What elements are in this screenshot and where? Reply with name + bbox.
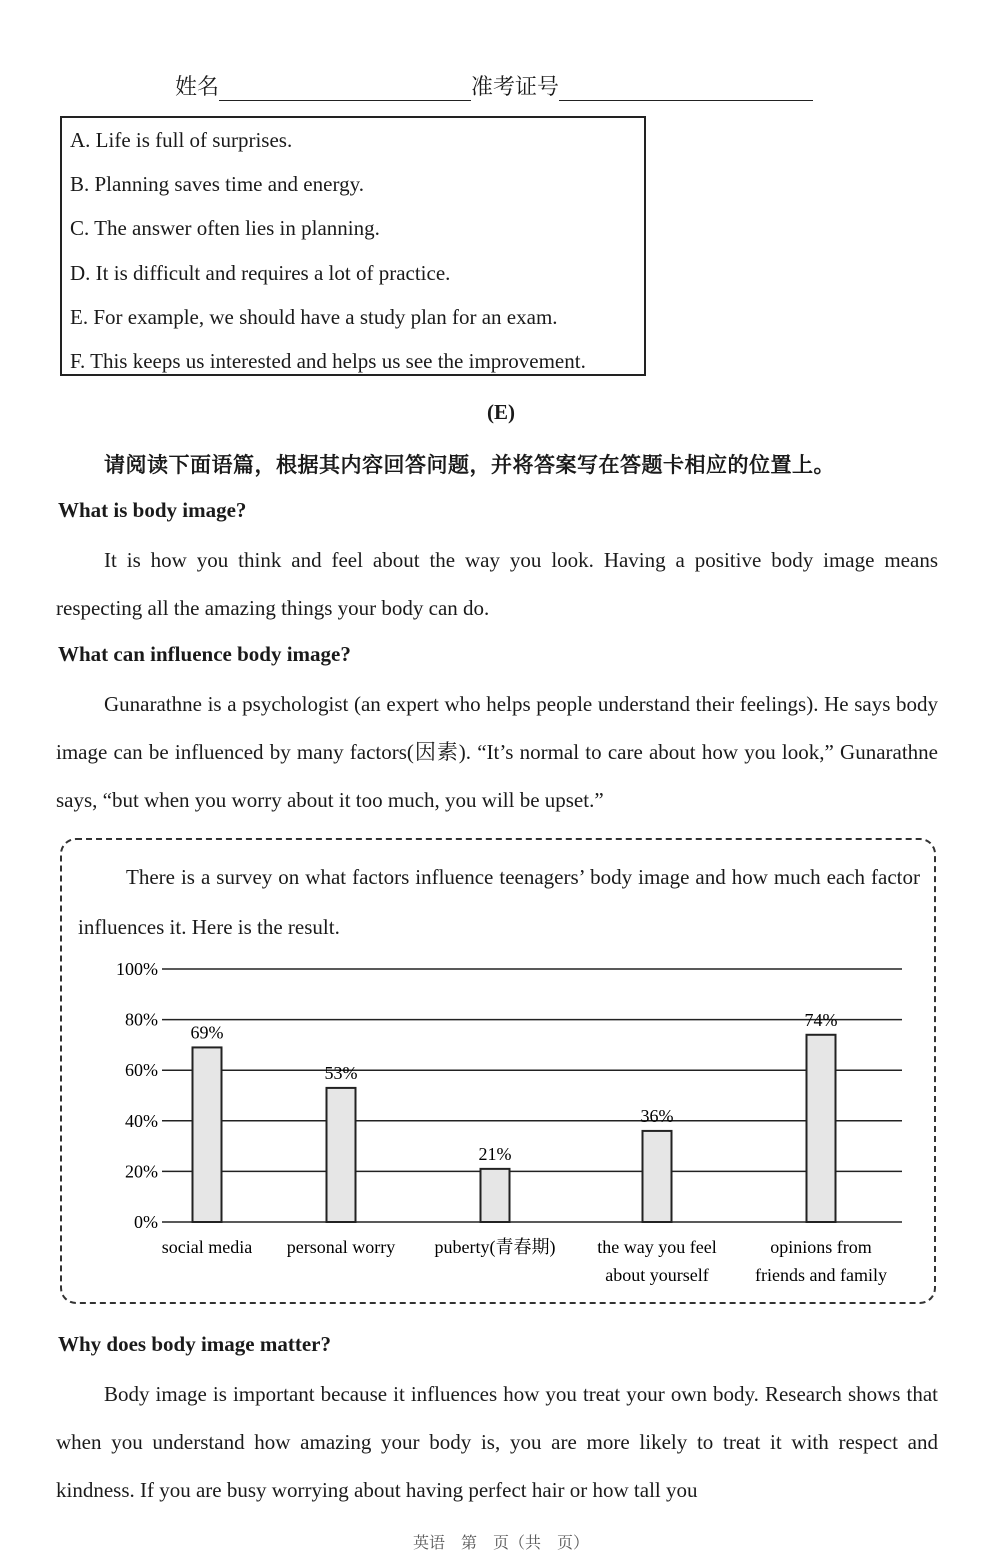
bar-value-label: 69%: [190, 1022, 224, 1043]
survey-intro-text: There is a survey on what factors influence teenagers’ body image and how much each factor influences it. Here is the result.: [78, 865, 920, 939]
option-d: D. It is difficult and requires a lot of practice.: [70, 260, 451, 285]
chart-gridlines: [162, 969, 902, 1222]
x-category-label: about yourself: [605, 1265, 709, 1285]
bar-value-label: 21%: [478, 1143, 512, 1164]
paragraph-2-text: Gunarathne is a psychologist (an expert who helps people understand their feelings). He says body image can be influenced by many factors(因素). “It’s normal to care about how you look,” Gunarathne says, “but when you worry about it too much, you will be upset.”: [56, 692, 938, 812]
option-b: B. Planning saves time and energy.: [70, 172, 364, 197]
heading-what-can-influence: What can influence body image?: [58, 642, 351, 666]
x-category-label: the way you feel: [597, 1237, 717, 1257]
name-field[interactable]: [219, 74, 471, 101]
option-a: A. Life is full of surprises.: [70, 128, 293, 152]
y-tick-label: 20%: [125, 1161, 158, 1182]
y-tick-label: 0%: [134, 1212, 158, 1232]
bar: [807, 1035, 836, 1222]
chart-y-axis: [116, 959, 158, 1232]
bar: [643, 1131, 672, 1222]
y-tick-label: 60%: [125, 1060, 158, 1081]
bar: [327, 1088, 356, 1222]
bar-value-label: 53%: [324, 1062, 358, 1083]
survey-bar-chart: [80, 950, 930, 1290]
y-tick-label: 100%: [116, 959, 158, 979]
student-info-header: [175, 70, 813, 101]
paragraph-2: [56, 680, 938, 824]
exam-id-field[interactable]: [559, 74, 813, 101]
option-e: E. For example, we should have a study plan for an exam.: [70, 304, 558, 329]
x-category-label: opinions from: [770, 1237, 872, 1257]
instruction-text: 请阅读下面语篇，根据其内容回答问题，并将答案写在答题卡相应的位置上。: [104, 453, 835, 477]
heading-what-is-body-image: What is body image?: [58, 498, 247, 522]
options-box: [60, 116, 646, 376]
bar-value-label: 74%: [804, 1009, 838, 1030]
y-tick-label: 80%: [125, 1009, 158, 1030]
paragraph-3: [56, 1370, 938, 1514]
x-category-label: personal worry: [286, 1237, 396, 1257]
heading-why-matters: Why does body image matter?: [58, 1332, 331, 1356]
paragraph-1: [56, 536, 938, 632]
section-label: (E): [487, 400, 515, 424]
x-category-label: friends and family: [755, 1265, 887, 1285]
x-category-label: social media: [161, 1237, 253, 1257]
x-category-label: puberty(青春期): [434, 1237, 556, 1257]
page-footer: 英语 第 页（共 页）: [412, 1535, 589, 1552]
option-c: C. The answer often lies in planning.: [70, 216, 380, 241]
bar: [481, 1169, 510, 1222]
name-label: 姓名: [175, 74, 220, 99]
option-f: F. This keeps us interested and helps us see the improvement.: [70, 348, 586, 373]
survey-intro: [78, 852, 920, 952]
y-tick-label: 40%: [125, 1110, 158, 1131]
bar: [193, 1047, 222, 1222]
chart-x-axis: [162, 1237, 887, 1285]
exam-id-label: 准考证号: [471, 74, 560, 99]
chart-bars: [191, 1010, 838, 1222]
paragraph-3-text: Body image is important because it influences how you treat your own body. Research shows that when you understand how amazing your body is, you are more likely to treat it with respect and kindness. If you are busy worrying about having perfect hair or how tall you: [56, 1382, 938, 1502]
paragraph-1-text: It is how you think and feel about the way you look. Having a positive body image means respecting all the amazing things your body can do.: [56, 548, 938, 620]
bar-value-label: 36%: [640, 1105, 674, 1126]
